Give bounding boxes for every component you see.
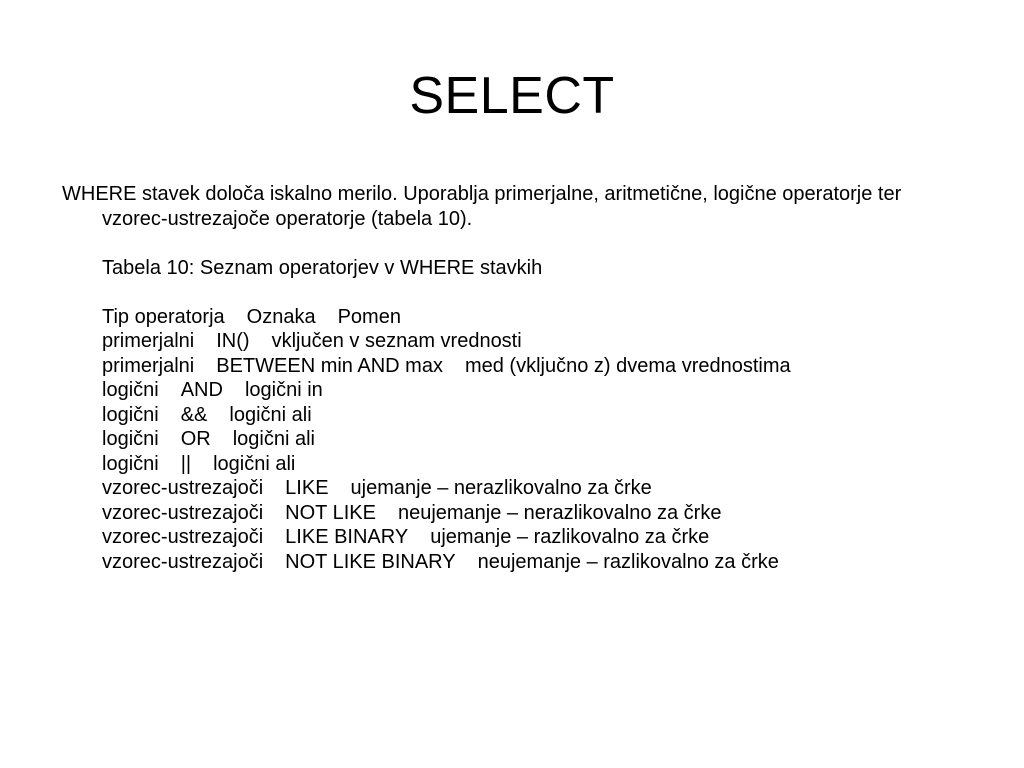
- slide-title: SELECT: [409, 67, 615, 125]
- cell-operator-type: primerjalni: [102, 354, 195, 377]
- table-caption: Tabela 10: Seznam operatorjev v WHERE stavkih: [102, 256, 543, 279]
- cell-symbol: LIKE BINARY: [285, 526, 409, 548]
- cell-symbol: AND: [180, 379, 223, 401]
- cell-meaning: vključen v seznam vrednosti: [271, 330, 522, 352]
- cell-meaning: logični in: [244, 379, 323, 401]
- cell-meaning: med (vključno z) dvema vrednostima: [464, 354, 791, 377]
- cell-symbol: LIKE: [285, 477, 329, 499]
- cell-meaning: ujemanje – razlikovalno za črke: [430, 526, 710, 548]
- cell-operator-type: vzorec-ustrezajoči: [102, 477, 264, 499]
- table-row: [102, 452, 962, 477]
- table-row: [102, 427, 962, 452]
- cell-symbol: NOT LIKE BINARY: [285, 550, 456, 573]
- slide-body: [62, 182, 962, 574]
- cell-operator-type: vzorec-ustrezajoči: [102, 526, 264, 548]
- table-row: [102, 354, 962, 379]
- cell-symbol: IN(): [216, 330, 250, 352]
- cell-operator-type: logični: [102, 428, 159, 450]
- cell-symbol: &&: [180, 403, 208, 426]
- cell-symbol: BETWEEN min AND max: [216, 354, 443, 377]
- header-meaning: Pomen: [337, 305, 401, 328]
- cell-operator-type: logični: [102, 403, 159, 426]
- cell-meaning: logični ali: [229, 403, 312, 426]
- cell-meaning: logični ali: [213, 452, 296, 475]
- table-row: [102, 525, 962, 550]
- cell-operator-type: logični: [102, 452, 159, 475]
- blank-line: [62, 280, 962, 305]
- cell-symbol: OR: [180, 428, 211, 450]
- table-row: [102, 476, 962, 501]
- cell-operator-type: logični: [102, 379, 159, 401]
- cell-symbol: ||: [180, 452, 192, 475]
- cell-meaning: neujemanje – nerazlikovalno za črke: [397, 501, 722, 524]
- table-row: [102, 403, 962, 428]
- cell-operator-type: vzorec-ustrezajoči: [102, 550, 264, 573]
- table-header-row: [102, 305, 962, 330]
- cell-meaning: neujemanje – razlikovalno za črke: [477, 550, 779, 573]
- operator-table: [62, 305, 962, 575]
- cell-meaning: logični ali: [232, 428, 315, 450]
- table-row: [102, 501, 962, 526]
- table-row: [102, 378, 962, 403]
- table-row: [102, 329, 962, 354]
- cell-symbol: NOT LIKE: [285, 501, 376, 524]
- cell-operator-type: primerjalni: [102, 330, 195, 352]
- intro-paragraph: WHERE stavek določa iskalno merilo. Uporablja primerjalne, aritmetične, logične operatorje ter vzorec-ustrezajoče operatorje (tabela 10).: [62, 183, 902, 230]
- header-symbol: Oznaka: [246, 305, 316, 328]
- header-operator-type: Tip operatorja: [102, 305, 225, 328]
- blank-line: [62, 231, 962, 256]
- table-row: [102, 550, 962, 575]
- cell-meaning: ujemanje – nerazlikovalno za črke: [350, 477, 652, 499]
- cell-operator-type: vzorec-ustrezajoči: [102, 501, 264, 524]
